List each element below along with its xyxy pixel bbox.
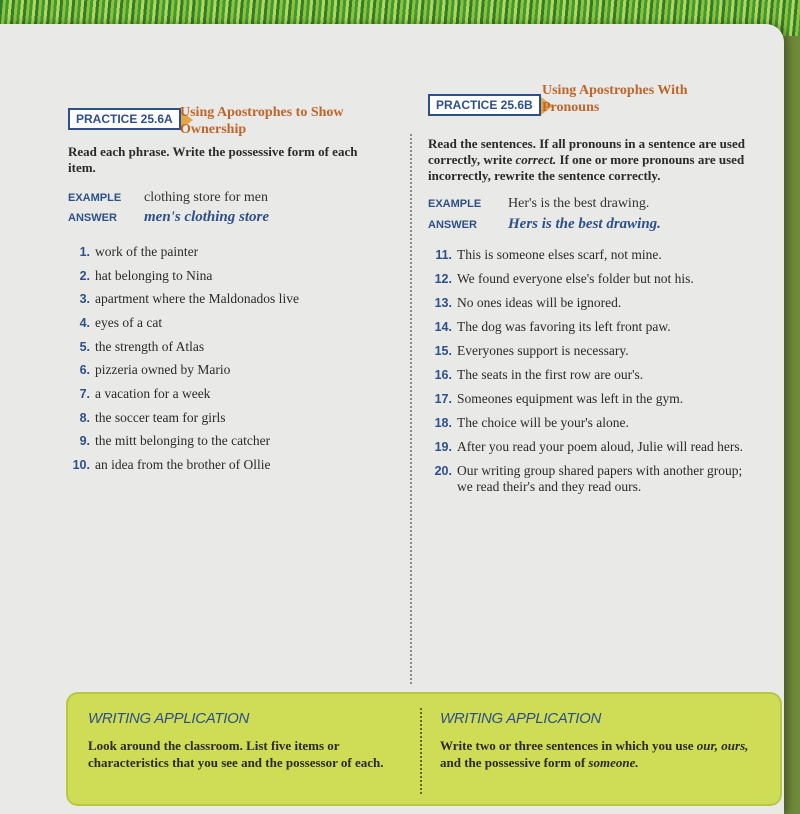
- writing-application-divider: [420, 708, 422, 794]
- practice-a-answer-row: [68, 209, 398, 226]
- practice-b-example-row: [428, 196, 758, 212]
- practice-a-tag: PRACTICE 25.6A: [68, 108, 181, 130]
- writing-application-right: [440, 710, 765, 771]
- example-label: EXAMPLE: [68, 192, 122, 204]
- answer-label: ANSWER: [68, 211, 117, 224]
- list-item: 3. apartment where the Maldonados live: [79, 291, 299, 307]
- list-item: 11. This is someone elses scarf, not mine.: [435, 247, 662, 262]
- practice-a-heading: Using Apostrophes to Show Ownership: [180, 105, 344, 137]
- practice-b-heading: Using Apostrophes With Pronouns: [542, 83, 688, 115]
- column-divider: [410, 134, 412, 684]
- list-item: 9. the mitt belonging to the catcher: [79, 433, 271, 449]
- answer-label: ANSWER: [428, 218, 477, 231]
- list-item: 2. hat belonging to Nina: [79, 267, 213, 283]
- list-item: 7. a vacation for a week: [79, 385, 211, 401]
- practice-a-list: [68, 240, 398, 477]
- list-item: 15. Everyones support is necessary.: [434, 343, 629, 358]
- writing-application-left-text: Look around the classroom. List five items or characteristics that you see and the possessor of each.: [88, 738, 384, 770]
- list-item: 18. The choice will be your's alone.: [434, 415, 629, 430]
- practice-b-instructions: Read the sentences. If all pronouns in a sentence are used correctly, write correct. If one or more pronouns are used incorrectly, rewrite the sentence correctly.: [428, 136, 745, 183]
- answer-text: men's clothing store: [144, 209, 270, 225]
- example-label: EXAMPLE: [428, 198, 482, 210]
- answer-text: Hers is the best drawing.: [508, 216, 661, 232]
- practice-b-list: [428, 247, 758, 495]
- list-item: 14. The dog was favoring its left front paw.: [434, 319, 671, 334]
- practice-b-section: [428, 82, 758, 503]
- practice-a-instructions: Read each phrase. Write the possessive form of each item.: [68, 144, 358, 175]
- list-item: 5. the strength of Atlas: [79, 338, 205, 354]
- list-item: 6. pizzeria owned by Mario: [79, 362, 231, 378]
- list-item: 10. an idea from the brother of Ollie: [72, 457, 271, 473]
- list-item: 1. work of the painter: [79, 243, 199, 259]
- list-item: 20. Our writing group shared papers with another group; we read their's and they read ours.: [434, 463, 743, 494]
- list-item: 4. eyes of a cat: [79, 314, 163, 330]
- writing-application-right-title: WRITING APPLICATION: [440, 710, 601, 727]
- list-item: 13. No ones ideas will be ignored.: [434, 295, 622, 310]
- list-item: 12. We found everyone else's folder but not his.: [434, 271, 694, 286]
- writing-application-box: [66, 692, 782, 806]
- writing-application-left: [88, 710, 408, 771]
- example-text: clothing store for men: [144, 190, 269, 205]
- list-item: 19. After you read your poem aloud, Julie will read hers.: [434, 439, 744, 454]
- practice-b-answer-row: [428, 216, 758, 233]
- list-item: 17. Someones equipment was left in the gym.: [434, 391, 684, 406]
- practice-b-tag: PRACTICE 25.6B: [428, 94, 541, 116]
- example-text: Her's is the best drawing.: [508, 196, 650, 211]
- list-item: 16. The seats in the first row are our's.: [434, 367, 644, 382]
- list-item: 8. the soccer team for girls: [79, 409, 226, 425]
- practice-a-section: [68, 104, 398, 477]
- writing-application-right-text: Write two or three sentences in which you use our, ours, and the possessive form of someone.: [440, 738, 749, 770]
- practice-a-example-row: [68, 190, 398, 206]
- writing-application-left-title: WRITING APPLICATION: [88, 710, 249, 727]
